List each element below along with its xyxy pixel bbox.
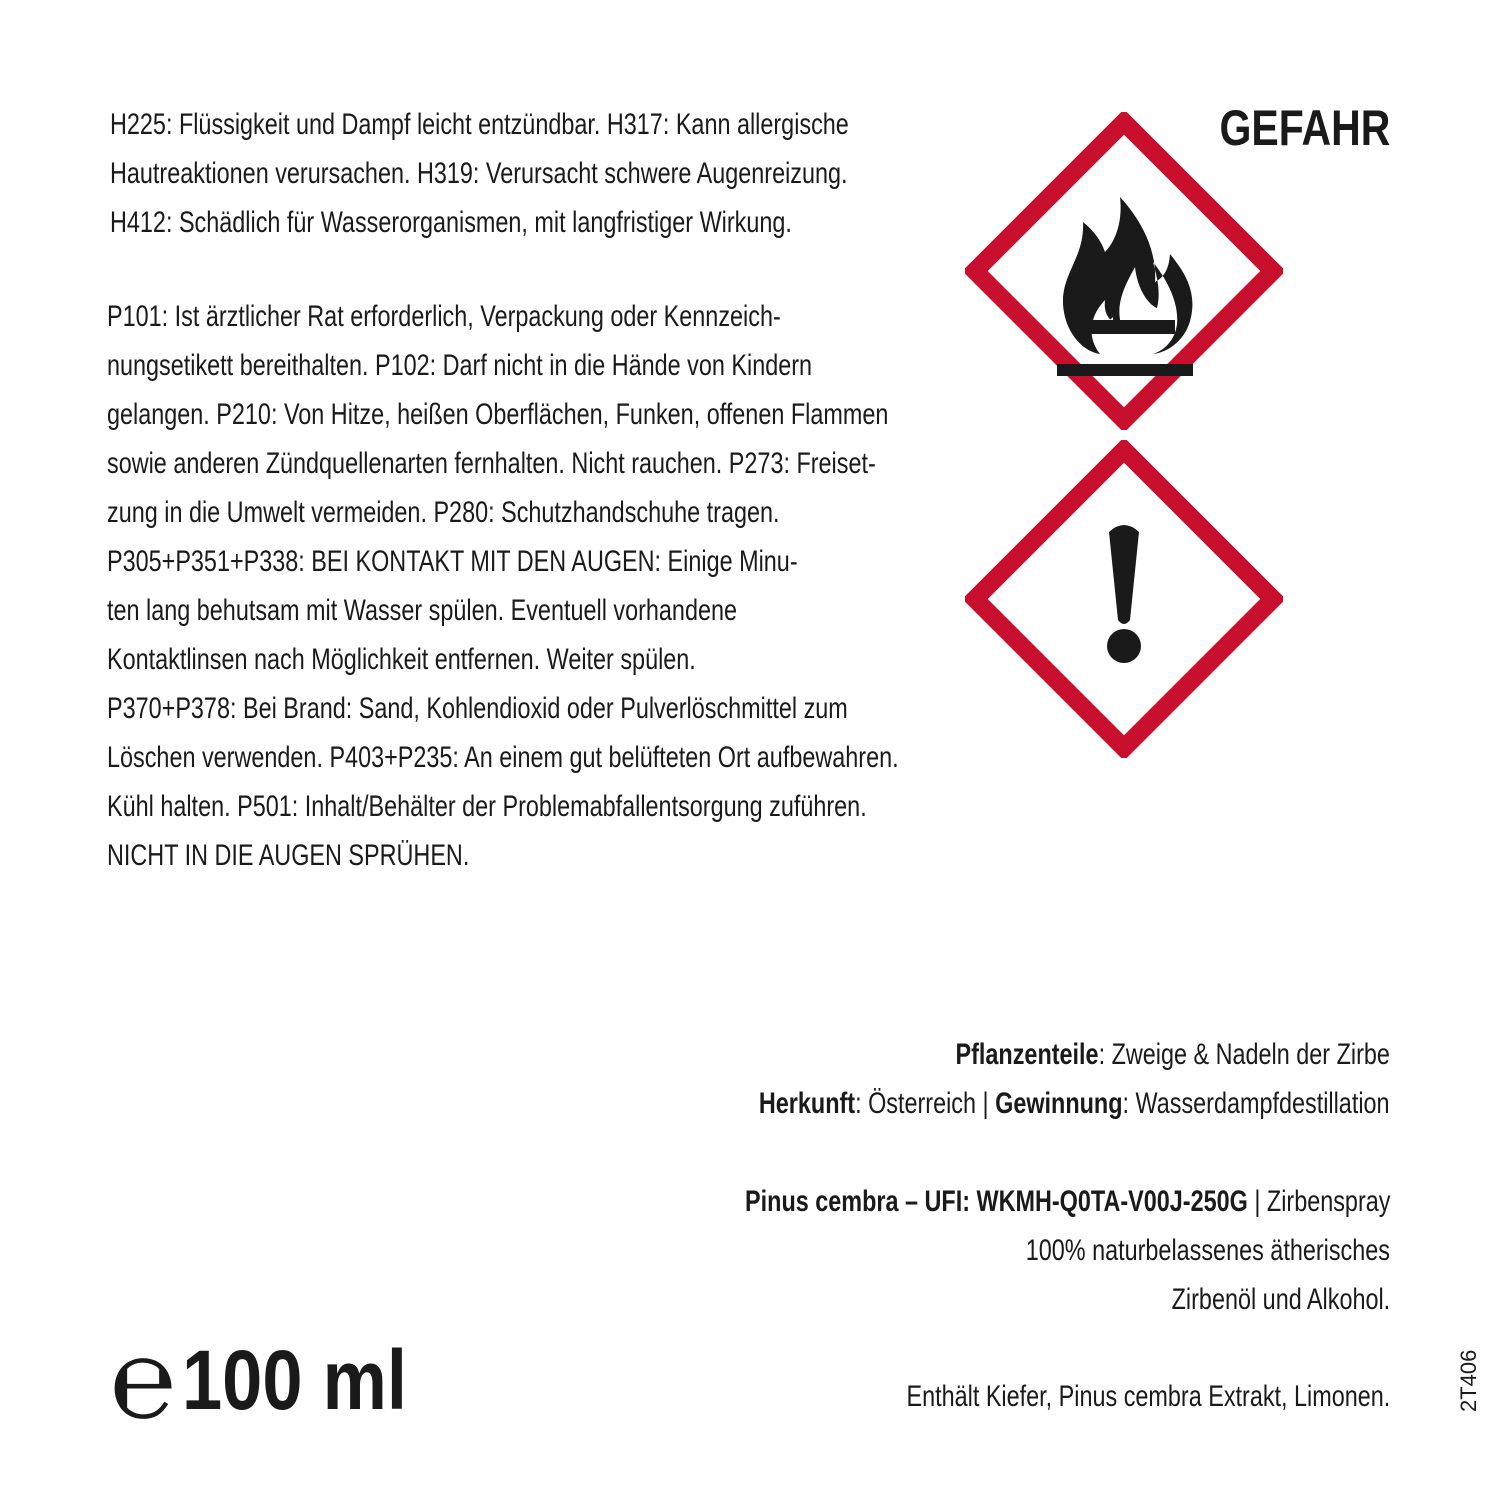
precaution-line: P370+P378: Bei Brand: Sand, Kohlendioxid oder Pulverlöschmittel zum: [107, 692, 848, 725]
precaution-line: P305+P351+P338: BEI KONTAKT MIT DEN AUGEN: Einige Minu-: [107, 545, 798, 578]
irritant-pictogram: [965, 440, 1283, 758]
allergen-text: Enthält Kiefer, Pinus cembra Extrakt, Limonen.: [906, 1380, 1390, 1413]
precaution-line: zung in die Umwelt vermeiden. P280: Schutzhandschuhe tragen.: [107, 496, 780, 529]
label-code: 2T406: [1456, 1349, 1481, 1412]
description-line-2: Zirbenöl und Alkohol.: [1171, 1283, 1390, 1316]
origin-label: Herkunft: [759, 1087, 856, 1120]
precaution-line: Kontaktlinsen nach Möglichkeit entfernen. Weiter spülen.: [107, 643, 696, 676]
plant-parts-line: [956, 1030, 1390, 1079]
plant-parts-value: : Zweige & Nadeln der Zirbe: [1098, 1038, 1390, 1071]
extraction-value: : Wasserdampfdestillation: [1122, 1087, 1390, 1120]
product-type: | Zirbenspray: [1247, 1185, 1390, 1218]
product-name-ufi: Pinus cembra – UFI: WKMH-Q0TA-V00J-250G: [744, 1185, 1248, 1218]
flammable-pictogram: [965, 112, 1283, 430]
origin-value: : Österreich |: [855, 1087, 996, 1120]
precaution-line: NICHT IN DIE AUGEN SPRÜHEN.: [107, 839, 470, 872]
origin-line: [759, 1079, 1390, 1128]
precaution-line: sowie anderen Zündquellenarten fernhalten. Nicht rauchen. P273: Freiset-: [107, 447, 876, 480]
product-name-line: [745, 1177, 1390, 1226]
precaution-line: Löschen verwenden. P403+P235: An einem gut belüfteten Ort aufbewahren.: [107, 741, 899, 774]
precaution-line: ten lang behutsam mit Wasser spülen. Eventuell vorhandene: [107, 594, 737, 627]
precaution-line: Kühl halten. P501: Inhalt/Behälter der Problemabfallentsorgung zuführen.: [107, 790, 867, 823]
hazard-line: Hautreaktionen verursachen. H319: Verursacht schwere Augenreizung.: [110, 157, 848, 190]
precaution-line: gelangen. P210: Von Hitze, heißen Oberflächen, Funken, offenen Flammen: [107, 398, 889, 431]
exclamation-mark-icon: [965, 440, 1283, 758]
volume-amount: 100 ml: [182, 1333, 407, 1427]
precaution-line: nungsetikett bereithalten. P102: Darf nicht in die Hände von Kindern: [107, 349, 813, 382]
flame-icon: [965, 112, 1283, 430]
description-line-1: 100% naturbelassenes ätherisches: [1025, 1234, 1390, 1267]
hazard-line: H225: Flüssigkeit und Dampf leicht entzündbar. H317: Kann allergische: [110, 108, 849, 141]
signal-word-text: GEFAHR: [1219, 100, 1390, 156]
hazard-line: H412: Schädlich für Wasserorganismen, mit langfristiger Wirkung.: [110, 206, 792, 239]
product-info: [390, 1030, 1390, 1324]
precaution-line: P101: Ist ärztlicher Rat erforderlich, Verpackung oder Kennzeich-: [107, 300, 781, 333]
estimated-sign: ℮: [110, 1318, 177, 1441]
allergen-note: [770, 1375, 1390, 1419]
volume-mark: [110, 1318, 444, 1441]
plant-parts-label: Pflanzenteile: [955, 1038, 1099, 1071]
extraction-label: Gewinnung: [995, 1087, 1123, 1120]
